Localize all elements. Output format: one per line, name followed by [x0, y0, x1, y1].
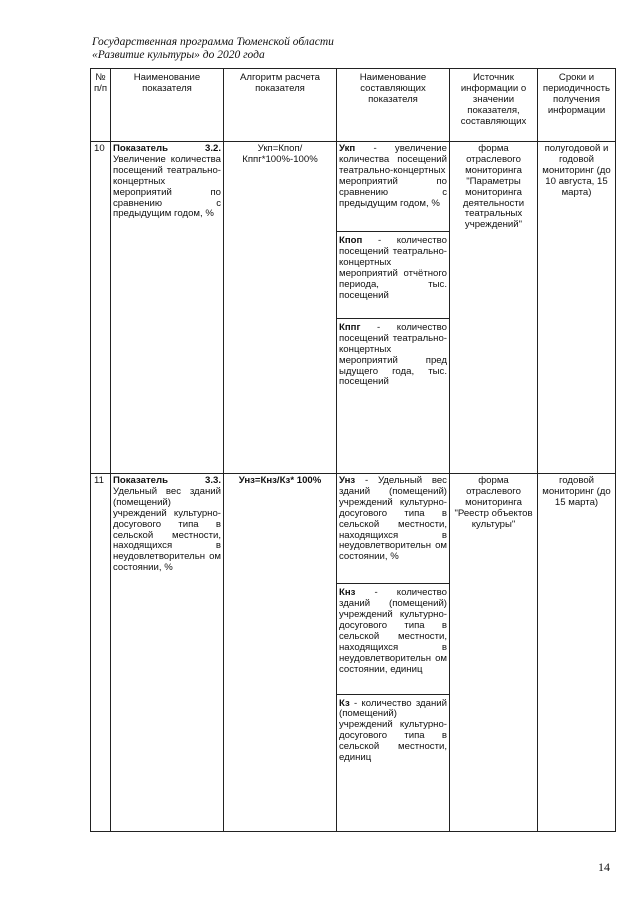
component-item [339, 476, 447, 563]
page-number: 14 [598, 860, 610, 874]
col-header-algorithm: Алгоритм расчета показателя [224, 69, 337, 142]
component-code: Кз [339, 697, 350, 709]
terms-text: полугодовой и годовой мониторинг (до 10 августа, 15 марта) [542, 143, 611, 198]
table-header-row [91, 69, 616, 142]
components-cell [337, 474, 450, 832]
indicators-table [90, 68, 616, 832]
indicator-cell [111, 474, 224, 832]
row-number: 11 [91, 474, 111, 832]
component-item [337, 583, 449, 675]
col-header-source: Источник информации о значении показателя, составляющих [450, 69, 538, 142]
component-text: - количество посещений театрально-концертных мероприятий отчётного периода, тыс. посещений [339, 235, 447, 301]
algorithm-formula: Унз=Кнз/Кз* 100% [238, 475, 322, 486]
col-header-num: № п/п [91, 69, 111, 142]
indicator-label: Показатель 3.2. [113, 143, 221, 154]
terms-cell [538, 474, 616, 832]
row-number: 10 [91, 142, 111, 474]
component-item [337, 231, 449, 301]
source-cell [450, 142, 538, 474]
indicator-cell [111, 142, 224, 474]
source-text: форма отраслевого мониторинга "Реестр объектов культуры" [454, 475, 533, 530]
component-item [337, 318, 449, 388]
table-row [91, 142, 616, 474]
col-header-name: Наименование показателя [111, 69, 224, 142]
component-text: - количество зданий (помещений) учреждений культурно-досугового типа в сельской местности, единиц [339, 697, 447, 764]
component-item [339, 144, 447, 209]
source-text: форма отраслевого мониторинга "Параметры мониторинга деятельности театральных учреждений" [462, 143, 525, 231]
program-title: Государственная программа Тюменской области [92, 36, 334, 48]
components-cell [337, 142, 450, 474]
component-item [337, 694, 449, 764]
col-header-terms: Сроки и периодичность получения информации [538, 69, 616, 142]
component-code: Кппг [339, 321, 361, 333]
indicator-text: Удельный вес зданий (помещений) учреждений культурно-досугового типа в сельской местности, находящихся в неудовлетворительн ом состоянии, % [113, 485, 221, 574]
component-code: Кнз [339, 587, 356, 599]
algorithm-cell [224, 474, 337, 832]
table-row [91, 474, 616, 832]
component-code: Кпоп [339, 235, 363, 247]
indicator-label: Показатель 3.3. [113, 475, 221, 486]
algorithm-formula: Укп=Кпоп/Кппг*100%-100% [242, 143, 318, 165]
component-text: - Удельный вес зданий (помещений) учреждений культурно-досугового типа в сельской местности, находящихся в неудовлетворительн ом состоянии, % [339, 475, 447, 563]
component-text: - количество посещений театрально-концертных мероприятий пред ыдущего года, тыс. посещений [339, 321, 447, 388]
indicator-text: Увеличение количества посещений театрально-концертных мероприятий по сравнению с предыдущим годом, % [113, 153, 221, 220]
terms-text: годовой мониторинг (до 15 марта) [542, 475, 611, 508]
source-cell [450, 474, 538, 832]
component-code: Унз [339, 475, 356, 486]
component-code: Укп [339, 143, 356, 154]
component-text: - количество зданий (помещений) учреждений культурно-досугового типа в сельской местности, находящихся в неудовлетворительн ом состоянии, единиц [339, 587, 447, 675]
document-header [92, 36, 334, 62]
algorithm-cell [224, 142, 337, 474]
component-text: - увеличение количества посещений театрально-концертных мероприятий по сравнению с предыдущим годом, % [339, 143, 448, 209]
terms-cell [538, 142, 616, 474]
program-subtitle: «Развитие культуры» до 2020 года [92, 49, 265, 61]
col-header-components: Наименование составляющих показателя [337, 69, 450, 142]
